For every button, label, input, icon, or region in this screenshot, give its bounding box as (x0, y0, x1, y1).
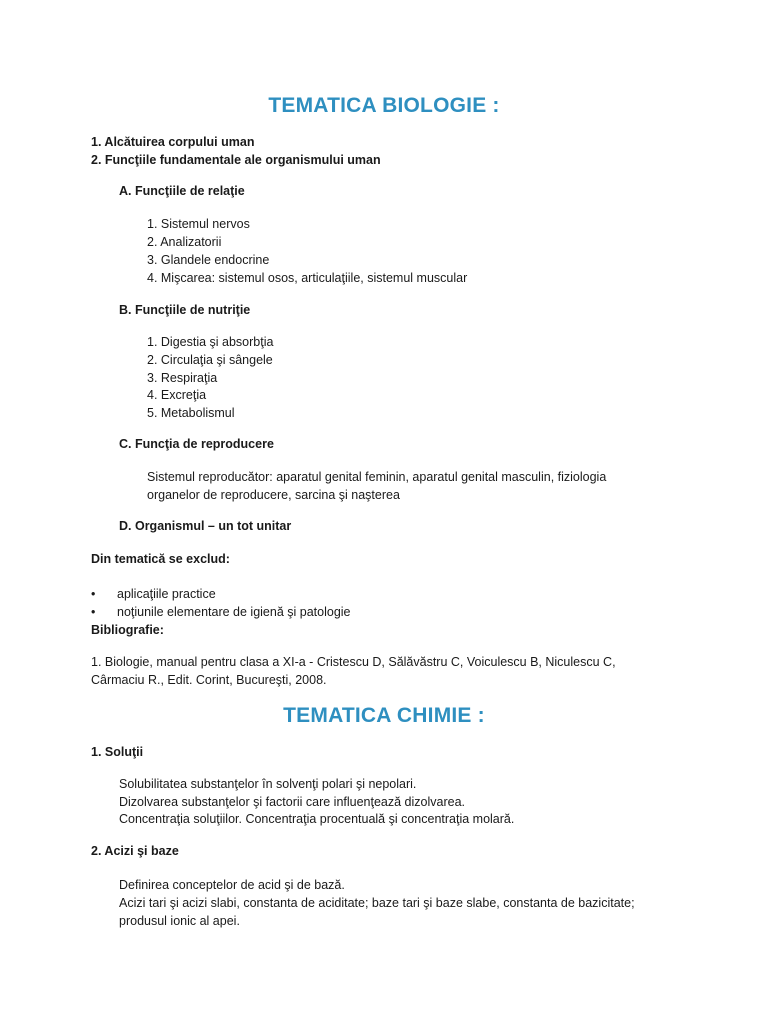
bibliography-entry: Cârmaciu R., Edit. Corint, Bucureşti, 2008. (91, 673, 327, 687)
chem-section-1-line: Dizolvarea substanţelor şi factorii care influenţează dizolvarea. (119, 795, 466, 809)
section-c-text: Sistemul reproducător: aparatul genital feminin, aparatul genital masculin, fiziologia (147, 470, 607, 484)
section-b-item: 4. Excreţia (147, 388, 207, 402)
bullet-icon: • (91, 587, 96, 601)
section-a-item: 3. Glandele endocrine (147, 253, 270, 267)
section-b-item: 1. Digestia şi absorbţia (147, 335, 274, 349)
chemistry-title: TEMATICA CHIMIE : (283, 704, 485, 727)
chem-section-1-line: Solubilitatea substanţelor în solvenţi polari şi nepolari. (119, 777, 417, 791)
section-b-item: 3. Respiraţia (147, 371, 218, 385)
excluded-item: aplicaţiile practice (117, 587, 216, 601)
section-d-heading: D. Organismul – un tot unitar (119, 519, 292, 533)
bullet-icon: • (91, 605, 96, 619)
section-a-item: 4. Mişcarea: sistemul osos, articulaţiile, sistemul muscular (147, 271, 468, 285)
bibliography-entry: 1. Biologie, manual pentru clasa a XI-a - Cristescu D, Sălăvăstru C, Voiculescu B, Niculescu C, (91, 655, 616, 669)
chem-section-2-line: Acizi tari şi acizi slabi, constanta de aciditate; baze tari şi baze slabe, constanta de bazicitate; (119, 896, 635, 910)
excluded-item: noţiunile elementare de igienă şi patologie (117, 605, 351, 619)
section-a-heading: A. Funcţiile de relaţie (119, 184, 245, 198)
section-b-item: 5. Metabolismul (147, 406, 235, 420)
chem-section-2-line: Definirea conceptelor de acid şi de bază. (119, 878, 345, 892)
chem-section-1-heading: 1. Soluţii (91, 745, 144, 759)
section-a-item: 1. Sistemul nervos (147, 217, 250, 231)
section-a-item: 2. Analizatorii (147, 235, 222, 249)
section-c-text: organelor de reproducere, sarcina şi naşterea (147, 488, 400, 502)
section-b-item: 2. Circulaţia şi sângele (147, 353, 273, 367)
biology-title: TEMATICA BIOLOGIE : (268, 94, 500, 117)
topic-1: 1. Alcătuirea corpului uman (91, 135, 255, 149)
excluded-heading: Din tematică se exclud: (91, 552, 230, 566)
bibliography-heading: Bibliografie: (91, 623, 164, 637)
topic-2: 2. Funcţiile fundamentale ale organismului uman (91, 153, 381, 167)
section-c-heading: C. Funcţia de reproducere (119, 437, 274, 451)
chem-section-1-line: Concentraţia soluţiilor. Concentraţia procentuală şi concentraţia molară. (119, 812, 515, 826)
chem-section-2-line: produsul ionic al apei. (119, 914, 240, 928)
section-b-heading: B. Funcţiile de nutriţie (119, 303, 251, 317)
chem-section-2-heading: 2. Acizi şi baze (91, 844, 179, 858)
